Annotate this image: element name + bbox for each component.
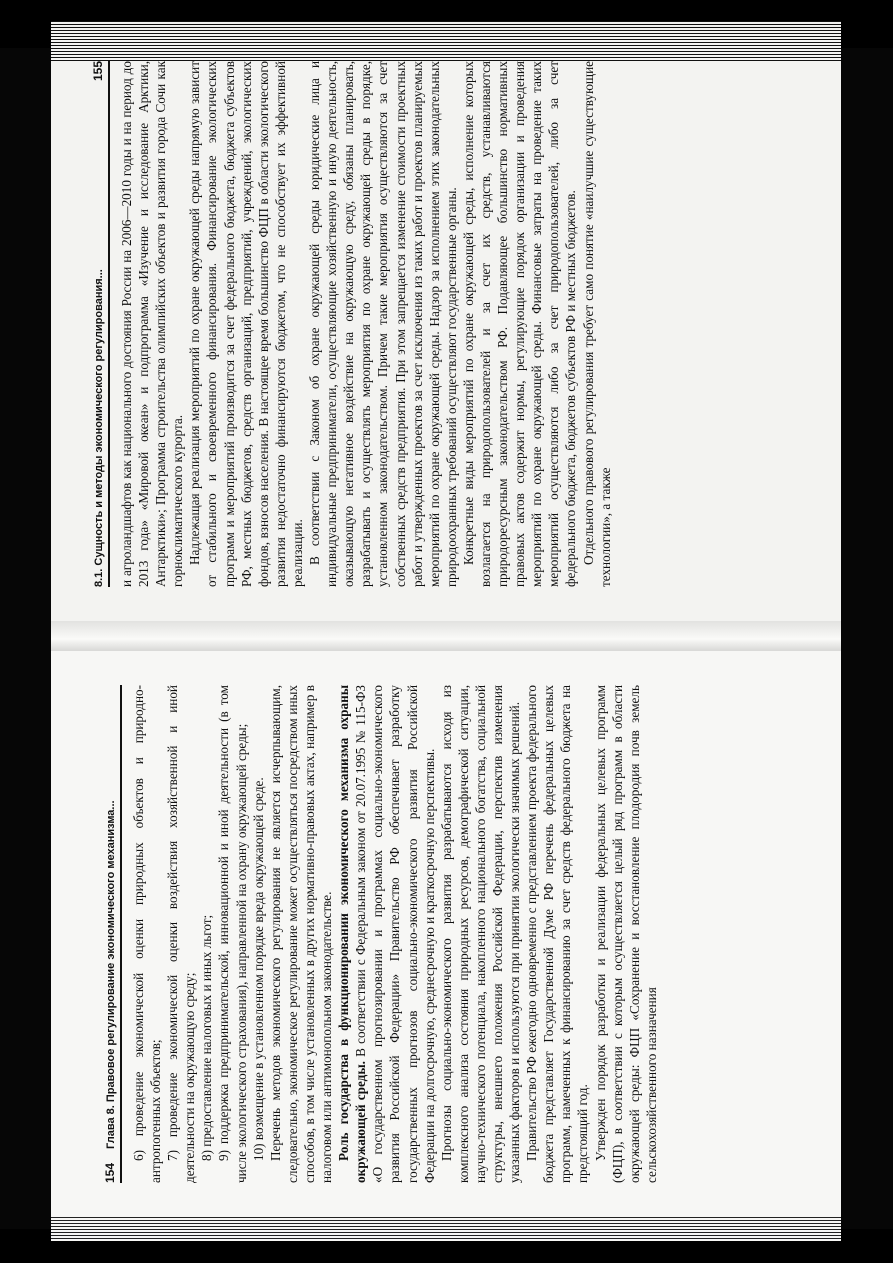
paragraph [592,685,660,1183]
left-page-text [130,685,660,1183]
paragraph-text: Конкретные виды мероприятий по охране окружающей среды, исполнение которых возлагается на природопользователей и за счет их средств, устанавливаются природоресурсным законодательством РФ. Подавляющее большинство нормативных правовых актов содержит нормы, регулирующие порядок организации и проведения мероприятий по охране окружающей среды. Финансовые затраты на проведение таких мероприятий осуществляются либо за счет природопользователей, либо за счет федерального бюджета, бюджетов субъектов РФ и местных бюджетов. [460,61,579,587]
paragraph-text: Утвержден порядок разработки и реализации федеральных целевых программ (ФЦП), в соответствии с которым осуществляется целый ряд программ в области окружающей среды: ФЦП «Сохранение и восстановление плодородия почв земель сельскохозяйственного назначения [592,685,659,1183]
paragraph-text: Правительство РФ ежегодно одновременно с представлением проекта федерального бюджета представляет Государственной Думе РФ перечень федеральных целевых программ, намеченных к финансированию за счет средств федерального бюджета на предстоящий год. [524,685,591,1183]
right-page-number: 155 [91,61,105,82]
paragraph-text: 6) проведение экономической оценки природных объектов и природно-антропогенных объектов; [131,685,164,1183]
right-running-head [91,61,110,587]
paragraph [198,685,215,1183]
left-page [51,651,841,1241]
paragraph [250,685,267,1183]
paragraph-text: и агроландшафтов как национального достояния России на 2006—2010 годы и на период до 2013 года» «Мировой океан» и подпрограмма «Изучение и исследование Арктики, Антарктики»; Программа строительства олимпийских объектов и развития города Сочи как горноклиматического курорта. [119,61,186,587]
paragraph-text: Надлежащая реализация мероприятий по охране окружающей среды напрямую зависит от стабильного и своевременного финансирования. Финансирование экологических программ и мероприятий производится за счет федерального бюджета, бюджета субъектов РФ, местных бюджетов, средств организаций, предприятий, учреждений, экологических фондов, взносов населения. В настоящее время большинство ФЦП в области экологического развития недостаточно финансируются бюджетом, что не способствует их эффективной реализации. [187,61,305,587]
paragraph [580,61,614,587]
paragraph [118,61,186,587]
paragraph [438,685,523,1183]
paragraph [130,685,164,1183]
book-gutter [51,621,841,651]
paragraph-lead-bold: Роль государства в функционировании экономического механизма охраны окружающей среды. [336,685,369,1183]
paragraph-text: Отдельного правового регулирования требует само понятие «наилучшие существующие технологии», а также [580,61,613,587]
paragraph-text: В соответствии с Законом об охране окружающей среды юридические лица и индивидуальные предприниматели, осуществляющие хозяйственную и иную деятельность, оказывающую негативное воздействие на окружающую среду, обязаны планировать, разрабатывать и осуществлять мероприятия по охране окружающей среды в порядке, установленном законодательством. Причем такие мероприятия осуществляются за счет собственных средств предприятия. При этом запрещается изменение стоимости проектных работ и утвержденных проектов за счет исключения из таких работ и проектов планируемых мероприятий по охране окружающей среды. Надзор за исполнением этих законодательных природоохранных требований осуществляют государственные органы. [307,61,459,587]
left-page-number: 154 [103,1162,117,1183]
paragraph [215,685,249,1183]
right-running-title: 8.1. Сущность и методы экономического регулирования... [93,269,105,587]
paragraph-text: 10) возмещение в установленном порядке вреда окружающей среде. [250,777,266,1161]
paragraph-text: 8) предоставление налоговых и иных льгот; [199,914,215,1161]
paragraph [523,685,591,1183]
left-running-head [103,685,122,1183]
paragraph [267,685,335,1183]
book-spread [51,21,841,1241]
right-page-text [118,61,614,587]
page-edge-left [51,1215,841,1241]
paragraph-text: 9) поддержка предпринимательской, инновационной и иной деятельности (в том числе экологического страхования), направленной на охрану окружающей среды; [216,685,249,1183]
paragraph [306,61,460,587]
left-running-title: Глава 8. Правовое регулирование экономического механизма... [105,800,117,1149]
paragraph-text: В соответствии с Федеральным законом от 20.07.1995 № 115-ФЗ «О государственном прогнозировании и программах социально-экономического развития Российской Федерации» Правительство РФ обеспечивает разработку государственных прогнозов социально-экономического развития Российской Федерации на долгосрочную, среднесрочную и краткосрочную перспективы. [353,685,437,1183]
paragraph [460,61,580,587]
paragraph-text: Перечень методов экономического регулирования не является исчерпывающим, следовательно, экономическое регулирование может осуществляться посредством иных способов, в том числе установленных в других нормативно-правовых актах, например в налоговом или антимонопольном законодательстве. [267,685,335,1183]
right-page [51,21,841,621]
paragraph-text: Прогнозы социально-экономического развития разрабатываются исходя из комплексного анализа состояния природных ресурсов, демографической ситуации, научно-технического потенциала, накопленного национального богатства, социальной структуры, внешнего положения Российской Федерации, перспектив изменения указанных факторов и используются при принятии экологически значимых решений. [438,685,523,1183]
page-edge-right [51,21,841,61]
paragraph-text: 7) проведение экономической оценки воздействия хозяйственной и иной деятельности на окружающую среду; [165,685,198,1183]
paragraph [335,685,438,1183]
paragraph [164,685,198,1183]
paragraph [186,61,306,587]
